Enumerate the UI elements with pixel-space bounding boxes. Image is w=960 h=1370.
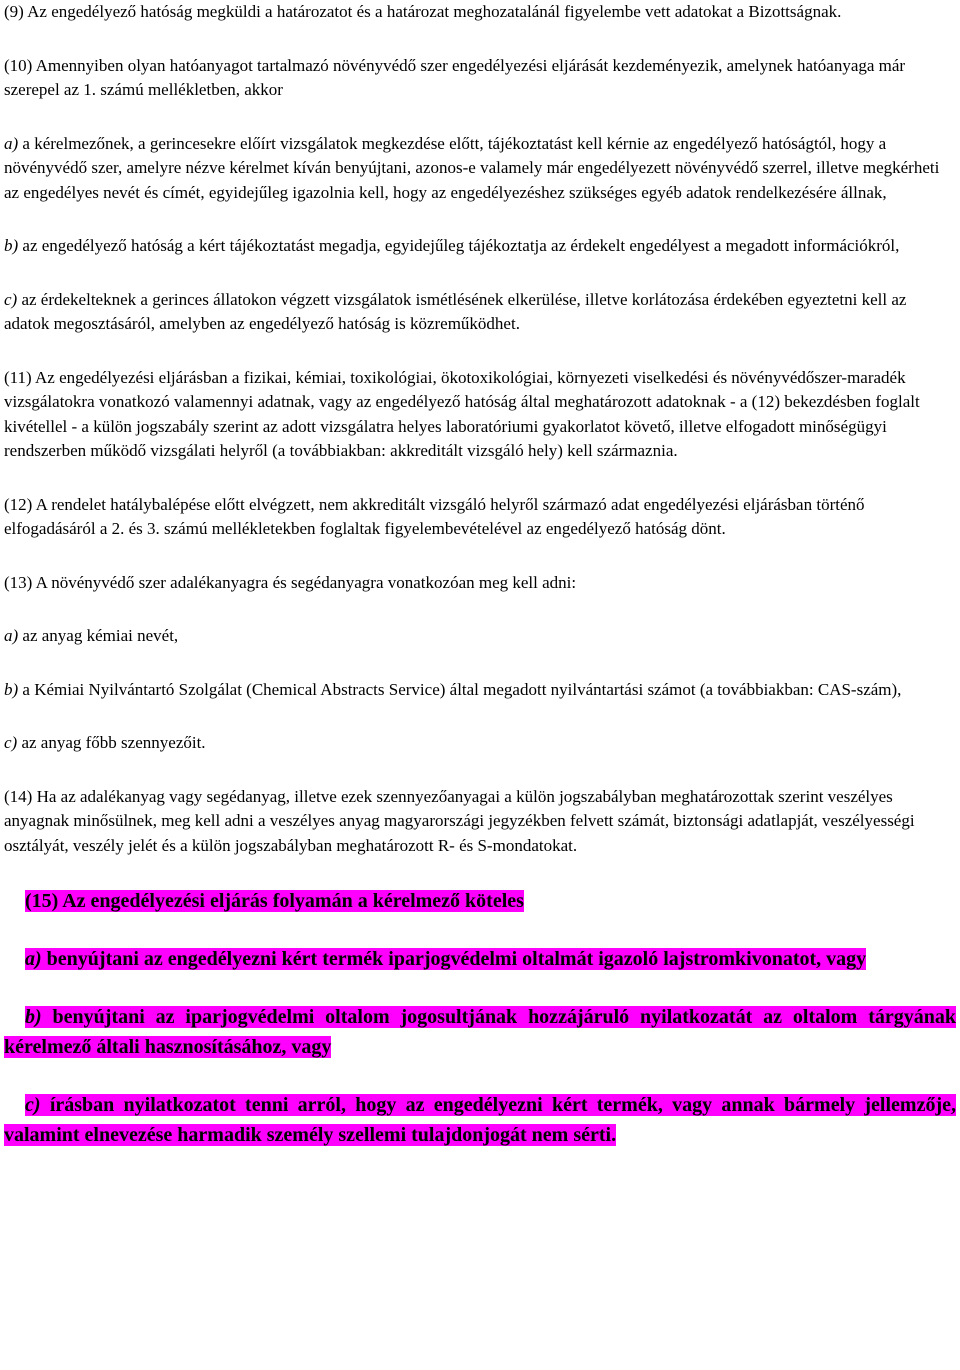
item-text: benyújtani az engedélyezni kért termék iparjogvédelmi oltalmát igazoló lajstromkivonatot, vagy — [41, 947, 867, 970]
item-text: az anyag főbb szennyezőit. — [17, 733, 206, 752]
paragraph-10: (10) Amennyiben olyan hatóanyagot tartalmazó növényvédő szer engedélyezési eljárását kezdeményezik, amelynek hatóanyaga már szerepel az 1. számú mellékletben, akkor — [4, 55, 906, 99]
paragraph-9: (9) Az engedélyező hatóság megküldi a határozatot és a határozat meghozatalánál figyelembe vett adatokat a Bizottságnak. — [4, 2, 842, 21]
item-text: az anyag kémiai nevét, — [18, 626, 179, 645]
item-text: a Kémiai Nyilvántartó Szolgálat (Chemical Abstracts Service) által megadott nyilvántartási számot (a továbbiakban: CAS-szám), — [18, 679, 902, 699]
item-label: b) — [4, 679, 19, 699]
document-body — [4, 0, 956, 1150]
item-label: a) — [25, 947, 42, 970]
highlighted-text — [4, 1094, 956, 1146]
paragraph-10-a — [4, 132, 956, 206]
highlighted-text: (15) Az engedélyezési eljárás folyamán a kérelmező köteles — [25, 890, 524, 912]
highlighted-text — [4, 1006, 956, 1058]
item-label: b) — [4, 236, 19, 255]
item-label: c) — [4, 733, 18, 752]
highlighted-paragraph-15-b — [4, 1003, 956, 1062]
item-text: az engedélyező hatóság a kért tájékoztatást megadja, egyidejűleg tájékoztatja az érdekelt engedélyest a megadott információkról, — [18, 236, 900, 255]
highlighted-text — [25, 948, 866, 970]
paragraph-14: (14) Ha az adalékanyag vagy segédanyag, illetve ezek szennyezőanyagai a külön jogszabályban meghatározottak szerint veszélyes anyagnak minősülnek, meg kell adni a veszélyes anyag magyarországi jegyzékben felvett számát, biztonsági adatlapját, veszélyességi osztályát, veszély jelét és a külön jogszabályban meghatározott R- és S-mondatokat. — [4, 786, 915, 855]
highlighted-paragraph-15-c — [4, 1091, 956, 1150]
item-label: b) — [25, 1006, 42, 1028]
item-text: az érdekelteknek a gerinces állatokon végzett vizsgálatok ismétlésének elkerülése, illetve korlátozása érdekében egyeztetni kell az adatok megosztásáról, amelyben az engedélyező hatóság is közreműködhet. — [4, 289, 907, 333]
paragraph-11: (11) Az engedélyezési eljárásban a fizikai, kémiai, toxikológiai, ökotoxikológiai, környezeti viselkedési és növényvédőszer-maradék vizsgálatokra vonatkozó valamennyi adatnak, vagy az engedélyező hatóság által meghatározott adatoknak - a (12) bekezdésben foglalt kivétellel - a külön jogszabály szerint az adott vizsgálatra helyes laboratóriumi gyakorlatot követő, illetve elfogadott minőségügyi rendszerben működő vizsgálati helyről (a továbbiakban: akkreditált vizsgáló hely) kell származnia. — [4, 367, 920, 460]
item-label: c) — [25, 1094, 41, 1116]
item-label: a) — [4, 626, 19, 645]
item-label: a) — [4, 133, 19, 153]
highlighted-paragraph-15 — [4, 887, 956, 917]
paragraph-13-b — [4, 678, 956, 703]
paragraph-13-c — [4, 731, 956, 756]
item-text: írásban nyilatkozatot tenni arról, hogy az engedélyezni kért termék, vagy annak bármely jellemzője, valamint elnevezése harmadik személy szellemi tulajdonjogát nem sérti. — [4, 1094, 956, 1146]
paragraph-10-b — [4, 234, 956, 259]
item-label: c) — [4, 289, 18, 309]
item-text: a kérelmezőnek, a gerincesekre előírt vizsgálatok megkezdése előtt, tájékoztatást kell kérnie az engedélyező hatóságtól, hogy a növényvédő szer, amelyre nézve kérelmet kíván benyújtani, azonos-e valamely már engedélyezett növényvédő szerrel, illetve megkérheti az engedélyes nevét és címét, egyidejűleg igazolnia kell, hogy az engedélyezéshez szükséges egyéb adatok rendelkezésére állnak, — [4, 133, 940, 202]
item-text: benyújtani az iparjogvédelmi oltalom jogosultjának hozzájáruló nyilatkozatát az oltalom tárgyának kérelmező általi hasznosításához, vagy — [4, 1006, 956, 1058]
highlighted-paragraph-15-a — [4, 945, 956, 975]
paragraph-10-c — [4, 288, 956, 337]
paragraph-13-a — [4, 624, 956, 649]
paragraph-12: (12) A rendelet hatálybalépése előtt elvégzett, nem akkreditált vizsgáló helyről származó adat engedélyezési eljárásban történő elfogadásáról a 2. és 3. számú mellékletekben foglaltak figyelembevételével az engedélyező hatóság dönt. — [4, 494, 865, 538]
paragraph-13: (13) A növényvédő szer adalékanyagra és segédanyagra vonatkozóan meg kell adni: — [4, 572, 577, 592]
